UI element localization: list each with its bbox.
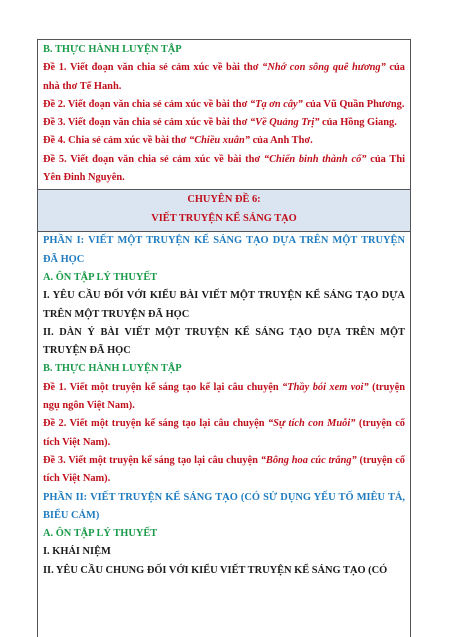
part-1-heading: PHẦN I: VIẾT MỘT TRUYỆN KỂ SÁNG TẠO DỰA TRÊN MỘT TRUYỆN ĐÃ HỌC [43,235,405,265]
part-2-heading: PHẦN II: VIẾT TRUYỆN KỂ SÁNG TẠO (CÓ SỬ DỤNG YẾU TỐ MIÊU TẢ, BIỂU CẢM) [43,491,405,521]
story-exercise-2: Đề 2. Viết một truyện kể sáng tạo lại câu chuyện “Sự tích con Muỗi” (truyện cổ tích Việt Nam). [43,418,405,448]
theory-heading: A. ÔN TẬP LÝ THUYẾT [43,271,158,283]
practice-heading-2: B. THỰC HÀNH LUYỆN TẬP [43,363,182,375]
story-exercise-1: Đề 1. Viết một truyện kể sáng tạo kể lại câu chuyện “Thầy bói xem voi” (truyện ngụ ngôn Việt Nam). [43,381,406,412]
topic-header [38,189,410,232]
practice-heading: B. THỰC HÀNH LUYỆN TẬP [43,44,182,55]
requirement-2: II. DÀN Ý BÀI VIẾT MỘT TRUYỆN KỂ SÁNG TẠO DỰA TRÊN MỘT TRUYỆN ĐÃ HỌC [43,326,405,357]
topic-number: CHUYÊN ĐỀ 6: [187,194,261,206]
story-exercise-3: Đề 3. Viết một truyện kể sáng tạo lại câu chuyện “Bông hoa cúc trắng” (truyện cổ tích Việt Nam). [43,454,405,485]
exercise-2: Đề 2. Viết đoạn văn chia sẻ cảm xúc về bài thơ “Tạ ơn cây” của Vũ Quần Phương. [43,98,405,110]
practice-cell [38,40,410,189]
topic-content-cell [38,232,410,580]
exercise-4: Đề 4. Chia sẻ cảm xúc về bài thơ “Chiều xuân” của Anh Thơ. [43,135,313,147]
exercise-1: Đề 1. Viết đoạn văn chia sẻ cảm xúc về bài thơ “Nhớ con sông quê hương” của nhà thơ Tế Hanh. [43,62,405,92]
theory-heading-2: A. ÔN TẬP LÝ THUYẾT [43,528,158,540]
topic-title: VIẾT TRUYỆN KỂ SÁNG TẠO [151,212,297,224]
exercise-3: Đề 3. Viết đoạn văn chia sẻ cảm xúc về bài thơ “Về Quảng Trị” của Hồng Giang. [43,117,397,129]
requirement-3: II. YÊU CẦU CHUNG ĐỐI VỚI KIỂU VIẾT TRUYỆN KỂ SÁNG TẠO (CÓ [43,564,388,576]
exercise-5: Đề 5. Viết đoạn văn chia sẻ cảm xúc về bài thơ “Chiến binh thành cổ” của Thi Yên Đinh Nguyên. [43,153,405,184]
requirement-1: I. YÊU CẦU ĐỐI VỚI KIỂU BÀI VIẾT MỘT TRUYỆN KỂ SÁNG TẠO DỰA TRÊN MỘT TRUYỆN ĐÃ HỌC [43,290,405,320]
content-table [37,39,411,637]
concept-heading: I. KHÁI NIỆM [43,546,111,558]
